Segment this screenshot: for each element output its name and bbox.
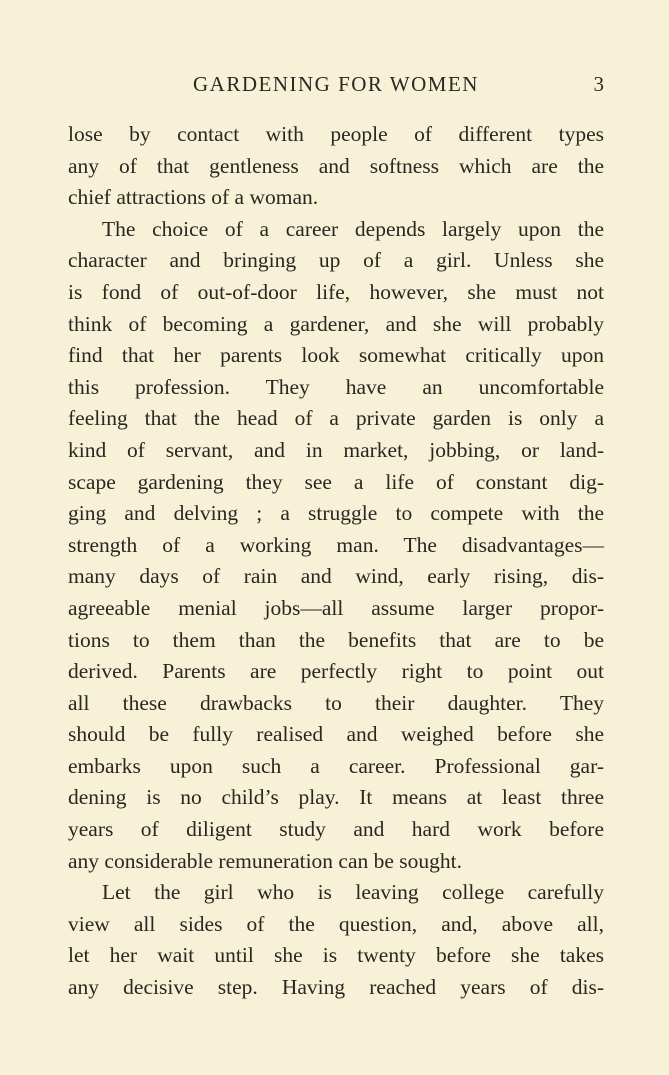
- text-line: any considerable remuneration can be sought.: [68, 848, 463, 873]
- running-head: [68, 72, 604, 100]
- page-number: 3: [593, 72, 604, 96]
- text-line: all these drawbacks to their daughter. They: [68, 690, 604, 715]
- text-line: ging and delving ; a struggle to compete with the: [68, 501, 604, 526]
- text-line: feeling that the head of a private garden is only a: [68, 406, 604, 431]
- text-line: kind of servant, and in market, jobbing, or land-: [68, 437, 604, 462]
- text-line: should be fully realised and weighed before she: [68, 722, 604, 747]
- text-line: strength of a working man. The disadvantages—: [68, 532, 604, 557]
- text-line: The choice of a career depends largely upon the: [102, 216, 604, 241]
- text-line: any of that gentleness and softness which are the: [68, 153, 604, 178]
- running-title: GARDENING FOR WOMEN: [193, 72, 479, 96]
- text-line: Let the girl who is leaving college carefully: [102, 880, 604, 905]
- text-line: find that her parents look somewhat critically upon: [68, 343, 604, 368]
- text-line: agreeable menial jobs—all assume larger propor-: [68, 595, 604, 620]
- text-line: years of diligent study and hard work before: [68, 817, 604, 842]
- text-line: chief attractions of a woman.: [68, 185, 319, 210]
- text-line: is fond of out-of-door life, however, she must not: [68, 279, 604, 304]
- text-line: dening is no child’s play. It means at least three: [68, 785, 604, 810]
- text-line: scape gardening they see a life of constant dig-: [68, 469, 604, 494]
- body-text: [68, 119, 604, 1004]
- text-line: this profession. They have an uncomfortable: [68, 374, 604, 399]
- text-line: many days of rain and wind, early rising, dis-: [68, 564, 604, 589]
- text-line: let her wait until she is twenty before she takes: [68, 943, 604, 968]
- text-line: think of becoming a gardener, and she will probably: [68, 311, 604, 336]
- text-line: character and bringing up of a girl. Unless she: [68, 248, 604, 273]
- text-line: any decisive step. Having reached years of dis-: [68, 975, 604, 1000]
- text-line: view all sides of the question, and, above all,: [68, 911, 604, 936]
- text-line: derived. Parents are perfectly right to point out: [68, 659, 604, 684]
- text-line: embarks upon such a career. Professional gar-: [68, 753, 604, 778]
- text-line: tions to them than the benefits that are to be: [68, 627, 604, 652]
- text-line: lose by contact with people of different types: [68, 122, 604, 146]
